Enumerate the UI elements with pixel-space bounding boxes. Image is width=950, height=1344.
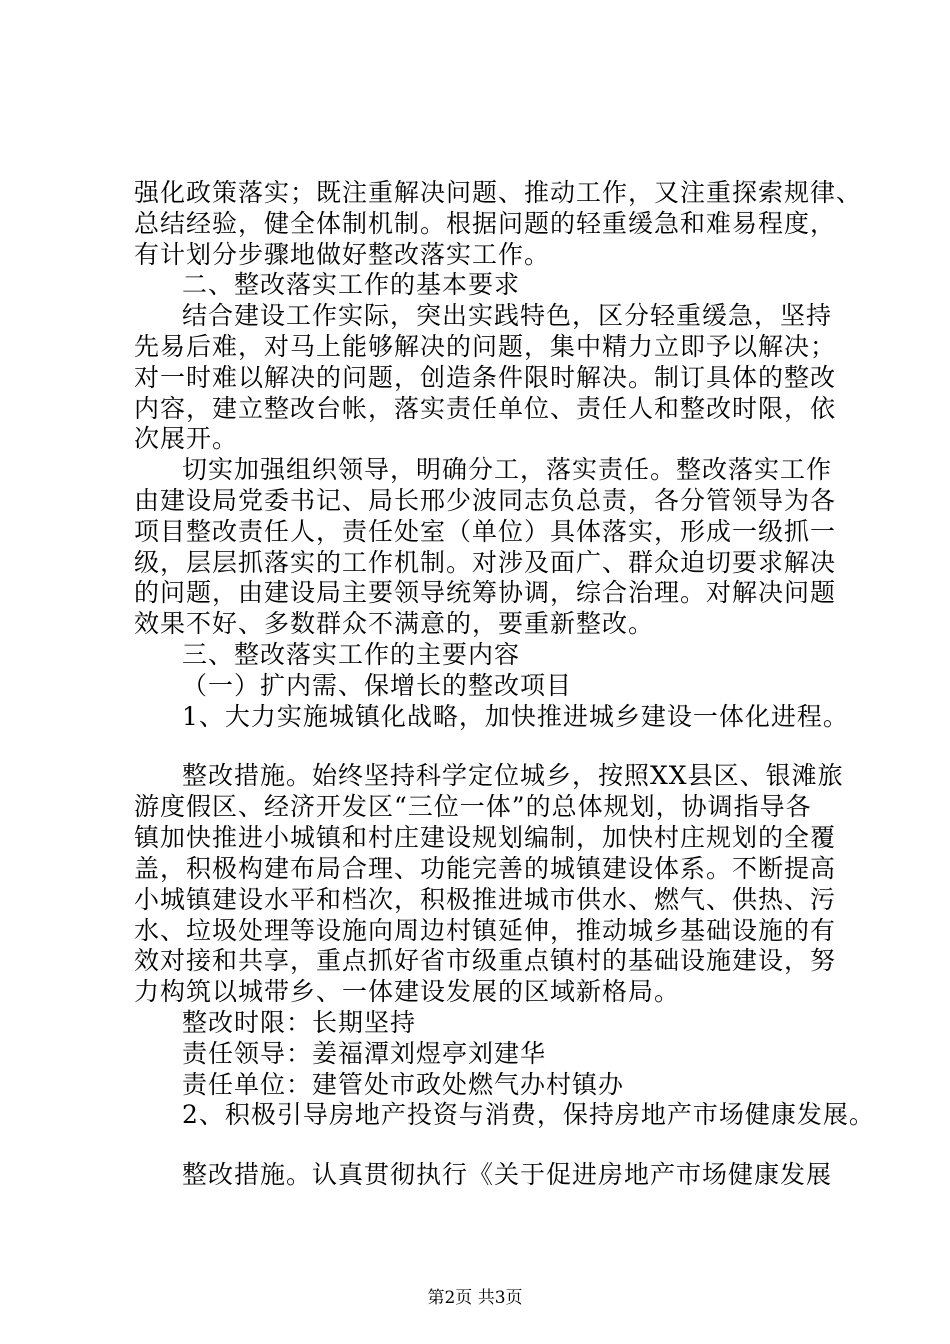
text-line: 级，层层抓落实的工作机制。对涉及面广、群众迫切要求解决 (134, 548, 837, 577)
text-line: 整改措施。认真贯彻执行《关于促进房地产市场健康发展 (182, 1160, 833, 1189)
text-line: 镇加快推进小城镇和村庄建设规划编制，加快村庄规划的全覆 (134, 823, 837, 852)
text-line: 强化政策落实；既注重解决问题、推动工作，又注重探索规律、 (134, 178, 863, 207)
item-heading: 1、大力实施城镇化战略，加快推进城乡建设一体化进程。 (182, 702, 849, 731)
text-line: 游度假区、经济开发区“三位一体”的总体规划，协调指导各 (134, 792, 812, 821)
text-line: 的问题，由建设局主要领导统筹协调，综合治理。对解决问题 (134, 578, 837, 607)
text-line: 由建设局党委书记、局长邢少波同志负总责，各分管领导为各 (134, 486, 837, 515)
text-line: 水、垃圾处理等设施向周边村镇延伸，推动城乡基础设施的有 (134, 916, 837, 945)
deadline-line: 整改时限：长期坚持 (182, 1008, 417, 1037)
unit-line: 责任单位：建管处市政处燃气办村镇办 (182, 1070, 625, 1099)
text-line: 有计划分步骤地做好整改落实工作。 (134, 240, 551, 269)
text-line: 力构筑以城带乡、一体建设发展的区域新格局。 (134, 977, 681, 1006)
text-line: 效果不好、多数群众不满意的，要重新整改。 (134, 609, 655, 638)
subsection-heading: （一）扩内需、保增长的整改项目 (182, 671, 573, 700)
text-line: 小城镇建设水平和档次，积极推进城市供水、燃气、供热、污 (134, 885, 837, 914)
section-heading: 二、整改落实工作的基本要求 (182, 270, 521, 299)
text-line: 结合建设工作实际，突出实践特色，区分轻重缓急，坚持 (182, 301, 833, 330)
text-line: 先易后难，对马上能够解决的问题，集中精力立即予以解决； (134, 332, 837, 361)
text-line: 整改措施。始终坚持科学定位城乡，按照XX县区、银滩旅 (182, 761, 844, 790)
page-number-footer: 第2页 共3页 (427, 1288, 523, 1308)
text-line: 效对接和共享，重点抓好省市级重点镇村的基础设施建设，努 (134, 946, 837, 975)
item-heading: 2、积极引导房地产投资与消费，保持房地产市场健康发展。 (182, 1100, 875, 1129)
text-line: 盖，积极构建布局合理、功能完善的城镇建设体系。不断提高 (134, 854, 837, 883)
text-line: 次展开。 (134, 424, 239, 453)
text-line: 项目整改责任人，责任处室（单位）具体落实，形成一级抓一 (134, 517, 837, 546)
text-line: 切实加强组织领导，明确分工，落实责任。整改落实工作 (182, 455, 833, 484)
text-line: 总结经验，健全体制机制。根据问题的轻重缓急和难易程度， (134, 209, 837, 238)
text-line: 内容，建立整改台帐，落实责任单位、责任人和整改时限，依 (134, 394, 837, 423)
leader-line: 责任领导：姜福潭刘煜亭刘建华 (182, 1039, 547, 1068)
text-line: 对一时难以解决的问题，创造条件限时解决。制订具体的整改 (134, 363, 837, 392)
section-heading: 三、整改落实工作的主要内容 (182, 640, 521, 669)
